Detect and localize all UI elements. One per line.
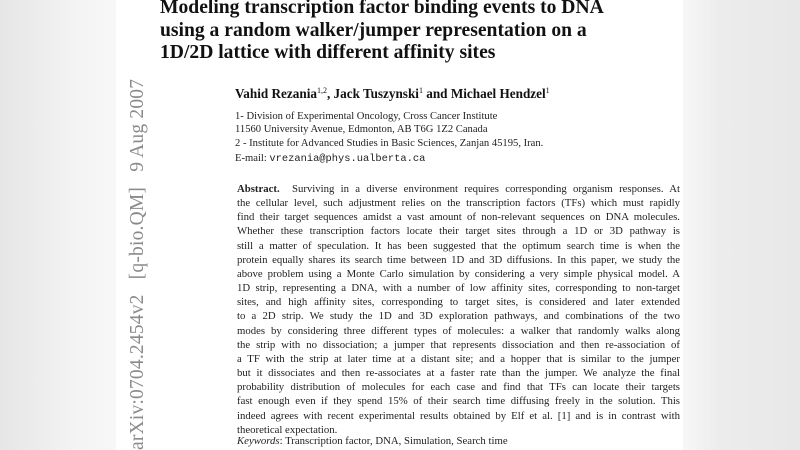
author-separator: , xyxy=(326,86,334,101)
abstract-line: 1D strip, representing a DNA, with a number of low affinity sites, corresponding to non-target xyxy=(237,282,680,295)
abstract-line: fast enough even if they spend 15% of their search time diffusing freely in the solution. This xyxy=(237,395,680,408)
affiliation-line: 2 - Institute for Advanced Studies in Basic Sciences, Zanjan 45195, Iran. xyxy=(235,138,544,149)
affiliation-line: 11560 University Avenue, Edmonton, AB T6G 1Z2 Canada xyxy=(235,124,488,135)
abstract-label: Abstract. xyxy=(237,183,280,195)
abstract-line: theoretical expectation. xyxy=(237,423,338,436)
abstract-line: Whether these transcription factors locate their target sites through a 1D or 3D pathway is xyxy=(237,225,680,238)
abstract-line: protein equally shares its search time between 1D and 3D diffusions. In this paper, we study the xyxy=(237,253,680,266)
arxiv-date: 9 Aug 2007 xyxy=(127,78,148,172)
author-list xyxy=(235,86,550,102)
affiliation-line: 1- Division of Experimental Oncology, Cross Cancer Institute xyxy=(235,111,498,122)
title-line: using a random walker/jumper representation on a xyxy=(160,19,587,41)
email-address[interactable]: vrezania@phys.ualberta.ca xyxy=(269,153,426,165)
abstract-line: but it dissociates and then re-associates at a faster rate than the jumper. We analyze the final xyxy=(237,367,680,380)
email-line xyxy=(235,153,425,165)
abstract-line: the strip with no dissociation; a jumper that represents dissociation and then re-association of xyxy=(237,338,680,351)
author-name: Vahid Rezania xyxy=(235,86,317,101)
keywords-line xyxy=(237,435,508,447)
author-name: Jack Tuszynski xyxy=(333,86,419,101)
abstract-line: still a matter of speculation. It has been suggested that the optimum search time is when the xyxy=(237,239,680,252)
keywords-text: : Transcription factor, DNA, Simulation, Search time xyxy=(279,435,508,447)
author-affil-mark: 1 xyxy=(418,86,423,95)
paper-title xyxy=(160,0,680,65)
abstract-line: sites, and high affinity sites, corresponding to target sites, is considered and later extended xyxy=(237,296,680,309)
email-label: E-mail: xyxy=(235,153,270,164)
abstract-line: indeed agrees with recent experimental results obtained by Elf et al. [1] and is in contrast with xyxy=(237,409,680,422)
arxiv-id[interactable]: arXiv:0704.2454v2 xyxy=(127,294,148,450)
arxiv-stamp xyxy=(118,30,158,450)
abstract-line: Abstract. Surviving in a diverse environment requires corresponding organism responses. At xyxy=(237,183,680,195)
author-affil-mark: 1 xyxy=(545,86,550,95)
author-separator: and xyxy=(422,86,451,101)
abstract-line: to a 2D strip. We study the 1D and 3D exploration pathways, and combinations of the two xyxy=(237,310,680,323)
title-line: Modeling transcription factor binding events to DNA xyxy=(160,0,604,18)
author-affil-mark: 1,2 xyxy=(316,86,327,95)
abstract-line: the cellular level, such adjustment relies on the transcription factors (TFs) which must rapidly xyxy=(237,197,680,210)
abstract-line: modes by considering three different types of molecules: a walker that randomly walks along xyxy=(237,324,680,337)
author-name: Michael Hendzel xyxy=(450,86,546,101)
title-line: 1D/2D lattice with different affinity sites xyxy=(160,42,496,63)
abstract-line: a TF with the strip at later time at a distant site; and a hopper that is similar to the jumper xyxy=(237,352,680,365)
keywords-label: Keywords xyxy=(237,435,280,447)
arxiv-category: [q-bio.QM] xyxy=(127,186,148,280)
abstract-line: find their target sequences amidst a vast amount of non-relevant sequences on DNA molecules. xyxy=(237,211,680,224)
abstract-line: probability distribution of molecules for each case and find that TFs can locate their targets xyxy=(237,381,680,394)
abstract-line: above problem using a Monte Carlo simulation by considering a very simple physical model. A xyxy=(237,267,680,280)
abstract xyxy=(237,182,680,437)
